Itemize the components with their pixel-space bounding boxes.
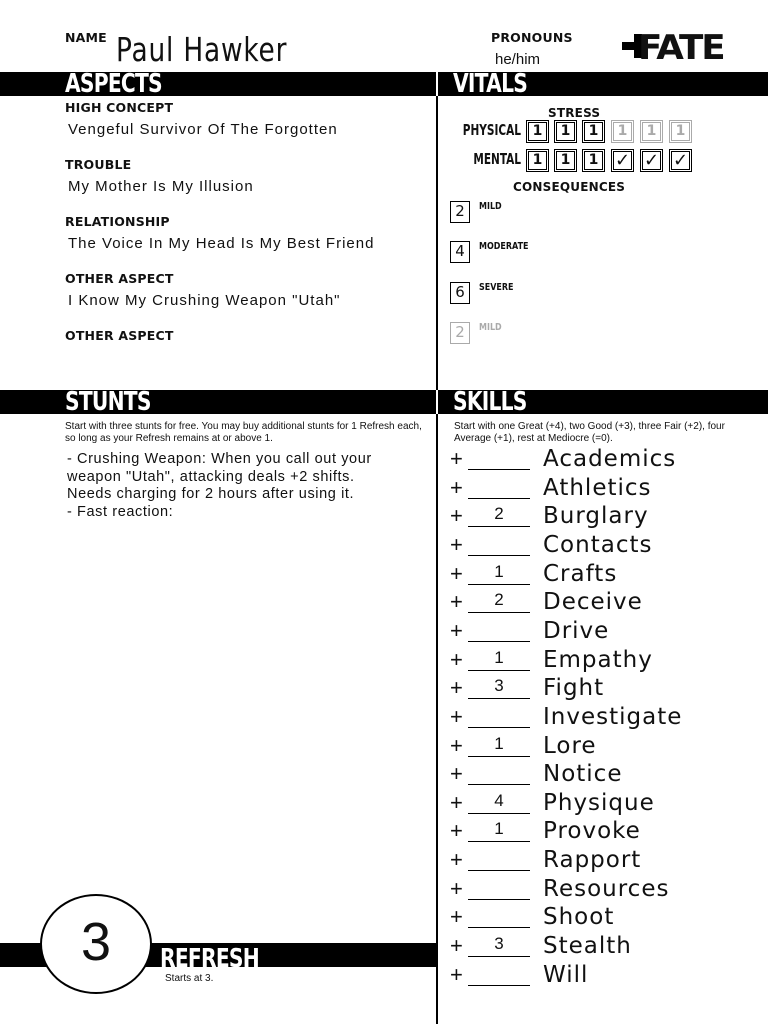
physical-stress-box[interactable]: 1 [671,122,690,141]
skill-rating-field[interactable] [468,961,530,986]
mental-stress-box-checked[interactable]: ✓ [643,150,660,171]
plus-sign: + [450,474,463,500]
skill-name: Deceive [543,589,643,616]
stunts-text-area[interactable] [67,451,427,931]
plus-sign: + [450,675,463,701]
stunt-line: Needs charging for 2 hours after using it. [67,486,355,502]
skill-rating-field[interactable] [468,531,530,556]
skill-rating-field[interactable]: 1 [468,732,530,757]
consequence-value-box: 6 [450,282,470,304]
aspect-label: OTHER ASPECT [65,328,174,343]
character-name-field[interactable]: Paul Hawker [116,30,288,69]
consequence-label: MODERATE [479,241,529,252]
column-divider-top [436,96,438,390]
mental-stress-box[interactable]: 1 [556,151,575,170]
skill-rating-field[interactable]: 1 [468,646,530,671]
moderate-consequence-field[interactable] [540,243,750,263]
plus-sign: + [450,560,463,586]
vitals-title: VITALS [453,69,528,99]
physical-stress-box[interactable]: 1 [642,122,661,141]
skill-rating-field[interactable]: 2 [468,502,530,527]
skill-row-physique [450,789,760,817]
skill-row-academics [450,445,760,473]
skill-name: Crafts [543,560,618,587]
skill-name: Provoke [543,818,641,845]
skill-row-lore [450,732,760,760]
consequence-label: SEVERE [479,282,514,293]
skill-row-contacts [450,531,760,559]
consequences-label: CONSEQUENCES [513,180,626,194]
plus-sign: + [450,904,463,930]
skill-name: Rapport [543,847,642,874]
mental-track-label: MENTAL [473,150,521,168]
skill-row-burglary [450,502,760,530]
plus-sign: + [450,589,463,615]
aspect-label: HIGH CONCEPT [65,100,174,115]
skills-note: Start with one Great (+4), two Good (+3), three Fair (+2), four Average (+1), rest at Mediocre (=0). [454,421,725,444]
skill-rating-field[interactable] [468,903,530,928]
skill-rating-field[interactable] [468,875,530,900]
skill-row-deceive [450,588,760,616]
column-divider-bottom [436,414,438,1024]
skill-rating-field[interactable]: 3 [468,674,530,699]
skills-header-bar [438,387,768,417]
skill-rating-field[interactable] [468,846,530,871]
consequence-value-box: 4 [450,241,470,263]
high-concept-field[interactable]: Vengeful Survivor Of The Forgotten [68,121,338,138]
skill-row-stealth [450,932,760,960]
skill-name: Stealth [543,933,632,960]
skill-rating-field[interactable]: 4 [468,789,530,814]
skill-row-drive [450,617,760,645]
stunt-line: weapon "Utah", attacking deals +2 shifts. [67,468,355,485]
plus-sign: + [450,818,463,844]
plus-sign: + [450,446,463,471]
physical-stress-box[interactable]: 1 [556,122,575,141]
skill-row-empathy [450,646,760,674]
skill-row-fight [450,674,760,702]
skill-name: Shoot [543,904,615,931]
plus-sign: + [450,847,463,873]
fate-logo-text: FATE [638,28,724,68]
skill-row-rapport [450,846,760,874]
refresh-value: 3 [80,912,112,972]
skill-name: Lore [543,732,597,759]
skill-rating-field[interactable] [468,445,530,470]
stress-label: STRESS [548,106,601,120]
skill-name: Athletics [543,474,652,501]
skill-rating-field[interactable]: 2 [468,588,530,613]
skill-row-shoot [450,903,760,931]
trouble-field[interactable]: My Mother Is My Illusion [68,178,254,195]
skill-name: Physique [543,789,655,816]
extra-mild-consequence-field[interactable] [520,324,750,344]
other-aspect-field[interactable] [68,349,428,367]
skill-name: Burglary [543,503,649,530]
skill-rating-field[interactable]: 1 [468,560,530,585]
plus-sign: + [450,646,463,672]
consequence-value-box: 2 [450,322,470,344]
skill-row-notice [450,760,760,788]
physical-stress-box[interactable]: 1 [613,122,632,141]
skill-row-investigate [450,703,760,731]
skill-rating-field[interactable] [468,474,530,499]
skill-name: Fight [543,675,605,702]
plus-sign: + [450,617,463,643]
skill-rating-field[interactable]: 3 [468,932,530,957]
pronouns-label: PRONOUNS [491,30,573,45]
plus-sign: + [450,961,463,987]
physical-track-label: PHYSICAL [462,121,521,139]
mental-stress-box[interactable]: 1 [528,151,547,170]
stunts-note: Start with three stunts for free. You may buy additional stunts for 1 Refresh each, so long as your Refresh remains at or above 1. [65,421,422,444]
stunt-line: - Crushing Weapon: When you call out your [67,451,372,467]
skill-name: Drive [543,617,610,644]
stunts-header-bar [0,387,436,417]
plus-sign: + [450,703,463,729]
skill-row-provoke [450,817,760,845]
skill-name: Resources [543,875,670,902]
mental-stress-box[interactable]: 1 [584,151,603,170]
skill-rating-field[interactable]: 1 [468,817,530,842]
aspects-header-bar [0,69,436,99]
skill-rating-field[interactable] [468,760,530,785]
skill-rating-field[interactable] [468,703,530,728]
skill-name: Empathy [543,646,653,673]
skill-name: Investigate [543,703,683,730]
aspects-title: ASPECTS [65,69,162,99]
consequence-value-box: 2 [450,201,470,223]
mental-stress-box-checked[interactable]: ✓ [672,150,689,171]
skill-name: Contacts [543,531,653,558]
skills-title: SKILLS [453,387,527,417]
plus-sign: + [450,875,463,901]
physical-stress-box[interactable]: 1 [528,122,547,141]
mental-stress-box-checked[interactable]: ✓ [614,150,631,171]
plus-sign: + [450,933,463,959]
other-aspect-field[interactable]: I Know My Crushing Weapon "Utah" [68,292,341,309]
plus-sign: + [450,732,463,758]
physical-stress-box[interactable]: 1 [584,122,603,141]
fate-logo [622,28,734,68]
relationship-field[interactable]: The Voice In My Head Is My Best Friend [68,235,375,252]
aspect-label: OTHER ASPECT [65,271,174,286]
skill-name: Notice [543,761,623,788]
skill-row-athletics [450,474,760,502]
severe-consequence-field[interactable] [530,284,750,304]
aspect-label: RELATIONSHIP [65,214,170,229]
consequence-label: MILD [479,322,502,333]
stunts-title: STUNTS [65,387,151,417]
pronouns-field[interactable]: he/him [495,51,541,68]
skill-rating-field[interactable] [468,617,530,642]
refresh-note: Starts at 3. [165,973,214,984]
plus-sign: + [450,503,463,529]
vitals-header-bar [438,69,768,99]
skill-name: Academics [543,446,677,472]
skill-row-will [450,961,760,989]
name-label: NAME [65,30,107,45]
plus-sign: + [450,531,463,557]
stunt-line: - Fast reaction: [67,503,174,520]
skill-row-crafts [450,560,760,588]
refresh-title: REFRESH [160,944,259,974]
skill-name: Will [543,961,589,988]
skill-row-resources [450,875,760,903]
mild-consequence-field[interactable] [520,203,750,223]
refresh-circle[interactable] [40,894,152,994]
plus-sign: + [450,789,463,815]
consequence-label: MILD [479,201,502,212]
plus-sign: + [450,761,463,787]
aspect-label: TROUBLE [65,157,132,172]
